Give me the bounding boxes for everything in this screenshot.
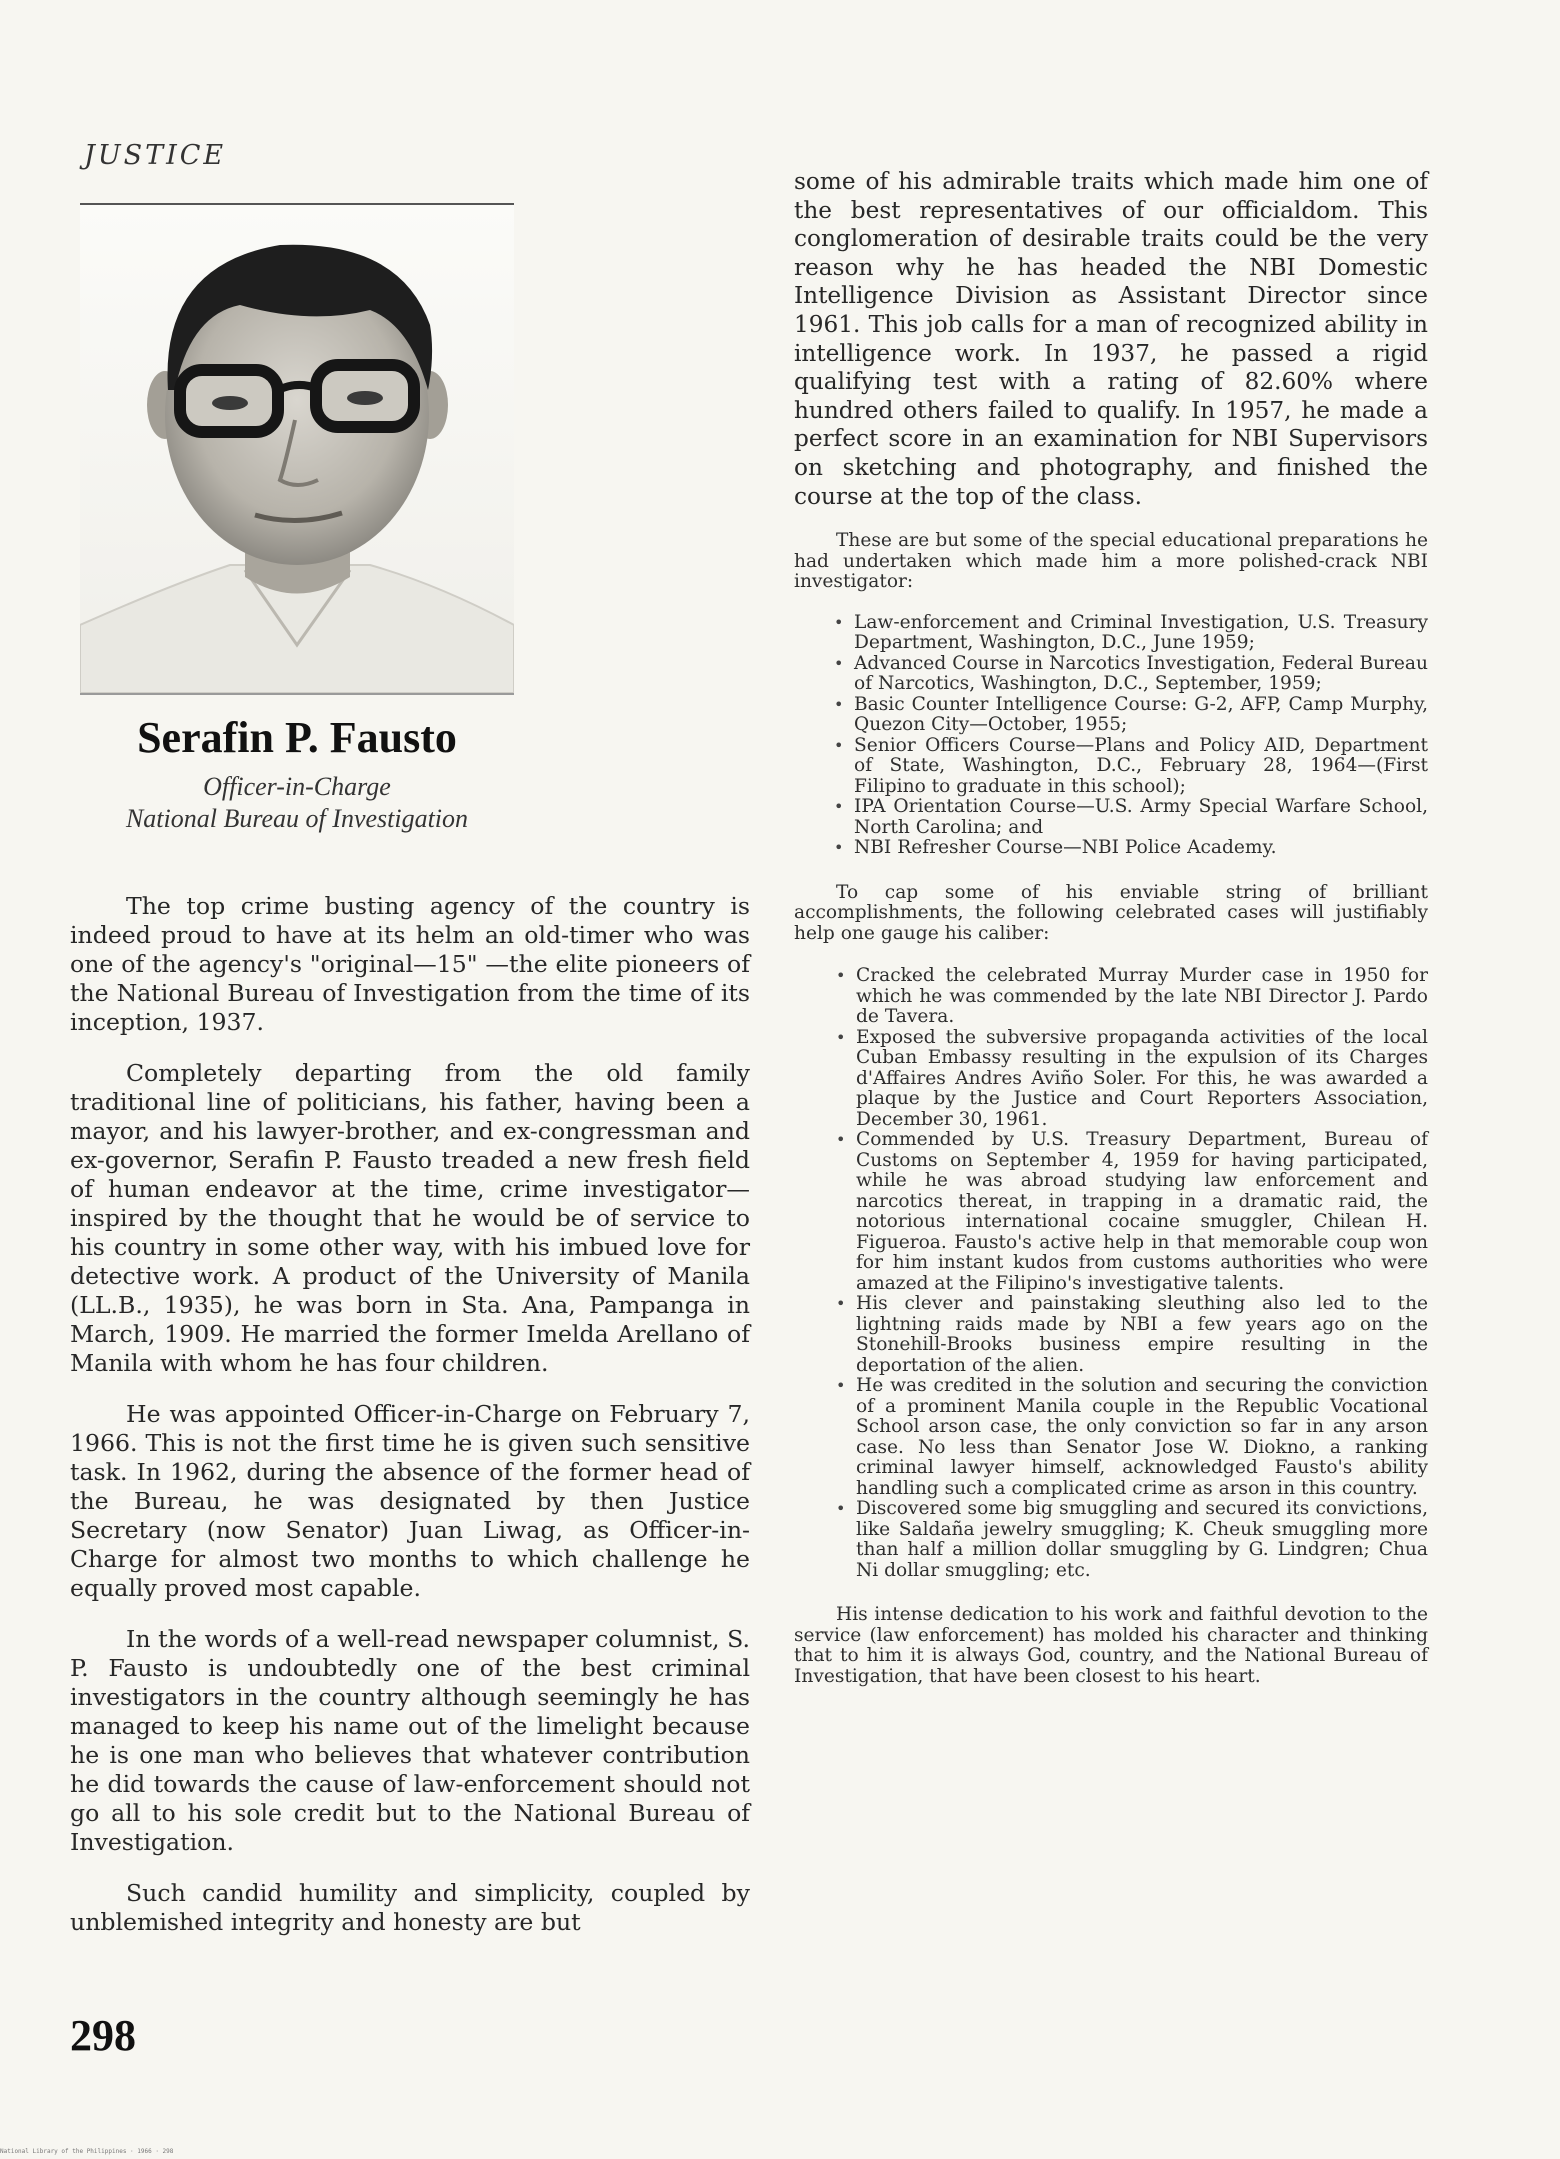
section-header: JUSTICE [84, 140, 227, 171]
paragraph: The top crime busting agency of the country is indeed proud to have at its helm an old-timer who was one of the agency's "original—15" —the elite pioneers of the National Bureau of Investigation from the time of its inception, 1937. [70, 892, 750, 1036]
profile-title-line2: National Bureau of Investigation [125, 804, 469, 833]
scan-footer: National Library of the Philippines · 1966 · 298 [0, 2148, 174, 2155]
paragraph: In the words of a well-read newspaper columnist, S. P. Fausto is undoubtedly one of the best criminal investigators in the country although seemingly he has managed to keep his name out of the limelight because he is one man who believes that whatever contribution he did towards the cause of law-enforcement should not go all to his sole credit but to the National Bureau of Investigation. [70, 1625, 750, 1856]
list-item: • Cracked the celebrated Murray Murder case in 1950 for which he was commended by the late NBI Director J. Pardo de Tavera. [836, 966, 1428, 1028]
list-item: • Advanced Course in Narcotics Investigation, Federal Bureau of Narcotics, Washington, D.C., September, 1959; [834, 654, 1428, 695]
list-item: • His clever and painstaking sleuthing also led to the lightning raids made by NBI a few years ago on the Stonehill-Brooks business empire resulting in the deportation of the alien. [836, 1294, 1428, 1376]
left-column [70, 892, 750, 1959]
cases-intro: To cap some of his enviable string of brilliant accomplishments, the following celebrated cases will justifiably help one gauge his caliber: [794, 881, 1428, 944]
paragraph: Such candid humility and simplicity, coupled by unblemished integrity and honesty are but [70, 1879, 750, 1936]
portrait-photo [80, 205, 514, 695]
cases-list [836, 966, 1428, 1581]
paragraph: Completely departing from the old family traditional line of politicians, his father, having been a mayor, and his lawyer-brother, and ex-congressman and ex-governor, Serafin P. Fausto treaded a new fresh field of human endeavor at the time, crime investigator—inspired by the thought that he would be of service to his country in some other way, with his imbued love for detective work. A product of the University of Manila (LL.B., 1935), he was born in Sta. Ana, Pampanga in March, 1909. He married the former Imelda Arellano of Manila with whom he has four children. [70, 1059, 750, 1377]
closing-paragraph: His intense dedication to his work and faithful devotion to the service (law enforcement) has molded his character and thinking that to him it is always God, country, and the National Bureau of Investigation, that have been closest to his heart. [794, 1604, 1428, 1687]
right-column [794, 168, 1428, 1687]
profile-title-line1: Officer-in-Charge [203, 772, 391, 801]
list-item: • Exposed the subversive propaganda activities of the local Cuban Embassy resulting in the expulsion of its Charges d'Affaires Andres Aviño Soler. For this, he was awarded a plaque by the Justice and Court Reporters Association, December 30, 1961. [836, 1028, 1428, 1131]
preparations-list [834, 613, 1428, 859]
list-item: • Law-enforcement and Criminal Investigation, U.S. Treasury Department, Washington, D.C., June 1959; [834, 613, 1428, 654]
paragraph: He was appointed Officer-in-Charge on February 7, 1966. This is not the first time he is given such sensitive task. In 1962, during the absence of the former head of the Bureau, he was designated by then Justice Secretary (now Senator) Juan Liwag, as Officer-in-Charge for almost two months to which challenge he equally proved most capable. [70, 1400, 750, 1602]
list-item: • He was credited in the solution and securing the conviction of a prominent Manila couple in the Republic Vocational School arson case, the only conviction so far in any arson case. No less than Senator Jose W. Diokno, a ranking criminal lawyer himself, acknowledged Fausto's ability handling such a complicated crime as arson in this country. [836, 1376, 1428, 1499]
list-item: • Commended by U.S. Treasury Department, Bureau of Customs on September 4, 1959 for having participated, while he was abroad studying law enforcement and narcotics thereat, in trapping in a dramatic raid, the notorious international cocaine smuggler, Chilean H. Figueroa. Fausto's active help in that memorable coup won for him instant kudos from customs authorities who were amazed at the Filipino's investigative talents. [836, 1130, 1428, 1294]
list-item: • NBI Refresher Course—NBI Police Academy. [834, 838, 1428, 859]
list-item: • Discovered some big smuggling and secured its convictions, like Saldaña jewelry smuggling; K. Cheuk smuggling more than half a million dollar smuggling by G. Lindgren; Chua Ni dollar smuggling; etc. [836, 1499, 1428, 1581]
list-item: • Senior Officers Course—Plans and Policy AID, Department of State, Washington, D.C., February 28, 1964—(First Filipino to graduate in this school); [834, 736, 1428, 798]
intro-paragraph: some of his admirable traits which made him one of the best representatives of our officialdom. This conglomeration of desirable traits could be the very reason why he has headed the NBI Domestic Intelligence Division as Assistant Director since 1961. This job calls for a man of recognized ability in intelligence work. In 1937, he passed a rigid qualifying test with a rating of 82.60% where hundred others failed to qualify. In 1957, he made a perfect score in an examination for NBI Supervisors on sketching and photography, and finished the course at the top of the class. [794, 168, 1428, 510]
list-item: • Basic Counter Intelligence Course: G-2, AFP, Camp Murphy, Quezon City—October, 1955; [834, 695, 1428, 736]
preparations-intro: These are but some of the special educational preparations he had undertaken which made him a more polished-crack NBI investigator: [794, 530, 1428, 593]
profile-name: Serafin P. Fausto [137, 713, 457, 762]
list-item: • IPA Orientation Course—U.S. Army Special Warfare School, North Carolina; and [834, 797, 1428, 838]
page-number: 298 [70, 2011, 136, 2060]
